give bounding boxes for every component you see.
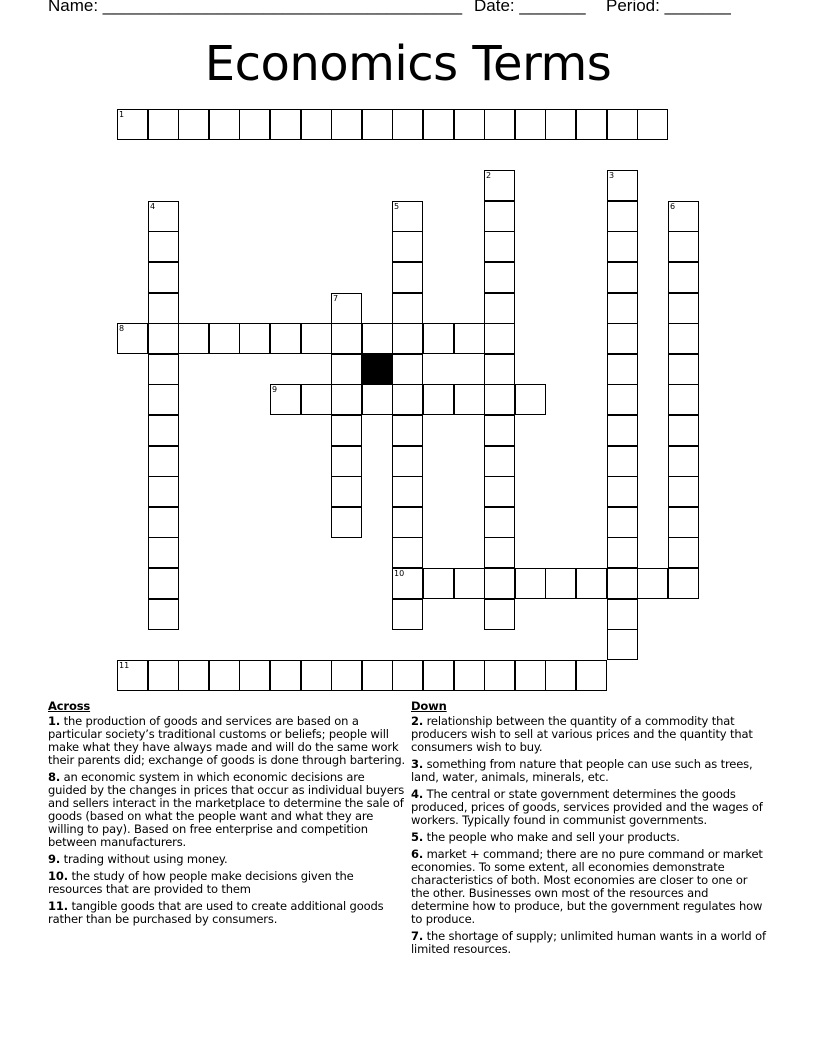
grid-cell[interactable]: [239, 323, 270, 354]
grid-cell[interactable]: [117, 660, 148, 691]
clue-num: 4.: [411, 787, 424, 801]
grid-cell[interactable]: [454, 109, 485, 140]
grid-cell[interactable]: [301, 109, 332, 140]
grid-cell[interactable]: [148, 354, 179, 385]
grid-cell[interactable]: [484, 231, 515, 262]
grid-cell[interactable]: [331, 507, 362, 538]
grid-cell[interactable]: [392, 568, 423, 599]
grid-cell[interactable]: [331, 476, 362, 507]
grid-cell[interactable]: [392, 384, 423, 415]
grid-cell[interactable]: [607, 446, 638, 477]
grid-cell[interactable]: [423, 109, 454, 140]
grid-cell[interactable]: [576, 109, 607, 140]
grid-cell[interactable]: [607, 384, 638, 415]
grid-cell[interactable]: [607, 109, 638, 140]
grid-cell[interactable]: [331, 323, 362, 354]
clue-num: 7.: [411, 929, 424, 943]
grid-cell[interactable]: [239, 109, 270, 140]
clue-number: 7: [333, 294, 339, 303]
grid-cell[interactable]: [484, 568, 515, 599]
grid-cell[interactable]: [484, 323, 515, 354]
grid-cell[interactable]: [607, 629, 638, 660]
down-clue: [411, 758, 769, 784]
grid-cell[interactable]: [331, 354, 362, 385]
grid-cell[interactable]: [331, 109, 362, 140]
grid-cell[interactable]: [668, 537, 699, 568]
grid-cell[interactable]: [209, 660, 240, 691]
grid-cell[interactable]: [484, 384, 515, 415]
grid-cell[interactable]: [148, 415, 179, 446]
grid-cell[interactable]: [392, 537, 423, 568]
grid-cell[interactable]: [484, 507, 515, 538]
grid-cell[interactable]: [545, 660, 576, 691]
grid-cell[interactable]: [148, 109, 179, 140]
across-heading: Across: [48, 699, 91, 713]
grid-cell[interactable]: [607, 354, 638, 385]
grid-cell[interactable]: [392, 446, 423, 477]
grid-cell[interactable]: [607, 568, 638, 599]
grid-cell[interactable]: [423, 660, 454, 691]
grid-cell[interactable]: [607, 507, 638, 538]
clue-number: 9: [272, 385, 278, 394]
clue-text: the production of goods and services are based on a particular society’s traditional customs or beliefs; people will make what they have always made and will do the same work their parents did; exchange of goods is done through bartering.: [48, 714, 406, 767]
grid-cell[interactable]: [392, 231, 423, 262]
grid-cell[interactable]: [301, 660, 332, 691]
grid-cell[interactable]: [484, 354, 515, 385]
date-field[interactable]: Date: _______: [474, 0, 586, 15]
grid-cell[interactable]: [668, 568, 699, 599]
grid-cell[interactable]: [148, 476, 179, 507]
down-clue: [411, 715, 769, 754]
grid-cell[interactable]: [607, 231, 638, 262]
clue-number: 8: [119, 324, 125, 333]
grid-cell[interactable]: [484, 109, 515, 140]
grid-cell[interactable]: [454, 660, 485, 691]
down-heading: Down: [411, 699, 447, 713]
grid-cell[interactable]: [392, 660, 423, 691]
grid-cell[interactable]: [392, 293, 423, 324]
page-title: Economics Terms: [204, 36, 612, 92]
grid-cell[interactable]: [668, 415, 699, 446]
grid-cell[interactable]: [454, 384, 485, 415]
grid-cell[interactable]: [148, 507, 179, 538]
clue-num: 1.: [48, 714, 61, 728]
grid-cell[interactable]: [607, 170, 638, 201]
grid-cell[interactable]: [392, 323, 423, 354]
clue-number: 5: [394, 202, 400, 211]
grid-cell[interactable]: [270, 323, 301, 354]
grid-cell[interactable]: [515, 384, 546, 415]
grid-cell[interactable]: [392, 476, 423, 507]
grid-cell[interactable]: [362, 660, 393, 691]
grid-cell[interactable]: [484, 201, 515, 232]
clue-num: 5.: [411, 830, 424, 844]
grid-cell[interactable]: [178, 660, 209, 691]
grid-cell[interactable]: [148, 293, 179, 324]
grid-cell[interactable]: [392, 415, 423, 446]
clue-number: 4: [150, 202, 156, 211]
grid-cell[interactable]: [668, 507, 699, 538]
grid-cell[interactable]: [239, 660, 270, 691]
grid-cell[interactable]: [178, 109, 209, 140]
clue-number: 11: [119, 661, 130, 670]
grid-cell[interactable]: [423, 568, 454, 599]
grid-cell[interactable]: [331, 415, 362, 446]
grid-cell[interactable]: [270, 660, 301, 691]
grid-cell[interactable]: [423, 323, 454, 354]
across-clue: [48, 900, 406, 926]
grid-cell[interactable]: [148, 660, 179, 691]
clue-number: 2: [486, 171, 492, 180]
grid-cell[interactable]: [668, 384, 699, 415]
grid-cell[interactable]: [362, 323, 393, 354]
grid-cell[interactable]: [484, 446, 515, 477]
clue-number: 3: [609, 171, 615, 180]
across-clue: [48, 771, 406, 849]
clue-num: 11.: [48, 899, 68, 913]
clue-text: market + command; there are no pure command or market economies. To some extent, all economies demonstrate characteristics of both. Most economies are closer to one or the other. Businesses own most of the resources and determine how to produce, but the government regulates how to produce.: [411, 847, 763, 926]
clue-text: trading without using money.: [63, 852, 228, 866]
grid-cell[interactable]: [148, 231, 179, 262]
grid-cell[interactable]: [637, 109, 668, 140]
grid-cell[interactable]: [117, 109, 148, 140]
clue-num: 3.: [411, 757, 424, 771]
grid-cell[interactable]: [392, 354, 423, 385]
grid-cell[interactable]: [148, 262, 179, 293]
grid-cell[interactable]: [331, 660, 362, 691]
grid-cell[interactable]: [148, 568, 179, 599]
grid-cell[interactable]: [607, 537, 638, 568]
grid-cell[interactable]: [607, 323, 638, 354]
name-field[interactable]: Name: ______________________________________: [48, 0, 463, 15]
clue-num: 6.: [411, 847, 424, 861]
grid-cell[interactable]: [668, 323, 699, 354]
grid-cell[interactable]: [576, 660, 607, 691]
grid-cell[interactable]: [607, 599, 638, 630]
grid-cell[interactable]: [209, 323, 240, 354]
grid-cell[interactable]: [545, 109, 576, 140]
grid-cell[interactable]: [392, 201, 423, 232]
clue-number: 1: [119, 110, 125, 119]
grid-cell[interactable]: [392, 599, 423, 630]
clue-number: 6: [670, 202, 676, 211]
grid-cell[interactable]: [484, 599, 515, 630]
grid-cell[interactable]: [484, 476, 515, 507]
grid-cell[interactable]: [148, 599, 179, 630]
clue-num: 10.: [48, 869, 68, 883]
grid-cell[interactable]: [301, 384, 332, 415]
grid-cell[interactable]: [668, 201, 699, 232]
grid-cell[interactable]: [515, 568, 546, 599]
down-clue: [411, 788, 769, 827]
clue-text: the people who make and sell your products.: [426, 830, 680, 844]
grid-cell[interactable]: [331, 384, 362, 415]
across-clue: [48, 715, 406, 767]
clue-text: the shortage of supply; unlimited human wants in a world of limited resources.: [411, 929, 766, 956]
grid-cell[interactable]: [607, 262, 638, 293]
down-clue: [411, 831, 769, 844]
grid-cell[interactable]: [607, 293, 638, 324]
clue-num: 9.: [48, 852, 61, 866]
grid-cell[interactable]: [270, 109, 301, 140]
grid-cell[interactable]: [484, 537, 515, 568]
grid-cell[interactable]: [178, 323, 209, 354]
grid-cell[interactable]: [484, 415, 515, 446]
grid-cell[interactable]: [668, 262, 699, 293]
grid-cell[interactable]: [454, 323, 485, 354]
grid-cell[interactable]: [668, 476, 699, 507]
grid-cell[interactable]: [484, 262, 515, 293]
grid-cell[interactable]: [148, 384, 179, 415]
grid-cell[interactable]: [484, 170, 515, 201]
clue-text: The central or state government determines the goods produced, prices of goods, services provided and the wages of workers. Typically found in communist governments.: [411, 787, 763, 827]
period-field[interactable]: Period: _______: [606, 0, 731, 15]
clue-number: 10: [394, 569, 405, 578]
grid-cell[interactable]: [607, 415, 638, 446]
across-clue: [48, 853, 406, 866]
grid-cell[interactable]: [576, 568, 607, 599]
black-cell: [362, 354, 393, 385]
grid-cell[interactable]: [392, 109, 423, 140]
grid-cell[interactable]: [484, 660, 515, 691]
grid-cell[interactable]: [637, 568, 668, 599]
clues-across: [48, 700, 406, 930]
clue-text: the study of how people make decisions given the resources that are provided to them: [48, 869, 354, 896]
grid-cell[interactable]: [301, 323, 332, 354]
grid-cell[interactable]: [362, 109, 393, 140]
clue-text: something from nature that people can use such as trees, land, water, animals, minerals, etc.: [411, 757, 753, 784]
down-clue: [411, 930, 769, 956]
grid-cell[interactable]: [454, 568, 485, 599]
grid-cell[interactable]: [392, 262, 423, 293]
clue-text: an economic system in which economic decisions are guided by the changes in prices that occur as individual buyers and sellers interact in the marketplace to determine the sale of goods (based on what the people want and what they are willing to pay). Based on free enterprise and competition between manufacturers.: [48, 770, 405, 849]
grid-cell[interactable]: [331, 293, 362, 324]
grid-cell[interactable]: [668, 354, 699, 385]
grid-cell[interactable]: [607, 476, 638, 507]
grid-cell[interactable]: [668, 231, 699, 262]
grid-cell[interactable]: [484, 293, 515, 324]
grid-cell[interactable]: [148, 537, 179, 568]
grid-cell[interactable]: [148, 323, 179, 354]
grid-cell[interactable]: [668, 446, 699, 477]
grid-cell[interactable]: [515, 660, 546, 691]
grid-cell[interactable]: [668, 293, 699, 324]
across-clue: [48, 870, 406, 896]
clue-text: tangible goods that are used to create additional goods rather than be purchased by consumers.: [48, 899, 384, 926]
grid-cell[interactable]: [607, 201, 638, 232]
grid-cell[interactable]: [515, 109, 546, 140]
grid-cell[interactable]: [392, 507, 423, 538]
grid-cell[interactable]: [362, 384, 393, 415]
clue-num: 2.: [411, 714, 424, 728]
grid-cell[interactable]: [148, 201, 179, 232]
grid-cell[interactable]: [545, 568, 576, 599]
grid-cell[interactable]: [423, 384, 454, 415]
clue-text: relationship between the quantity of a commodity that producers wish to sell at various prices and the quantity that consumers wish to buy.: [411, 714, 753, 754]
grid-cell[interactable]: [148, 446, 179, 477]
clue-num: 8.: [48, 770, 61, 784]
down-clue: [411, 848, 769, 926]
grid-cell[interactable]: [117, 323, 148, 354]
grid-cell[interactable]: [331, 446, 362, 477]
grid-cell[interactable]: [270, 384, 301, 415]
clues-down: [411, 700, 769, 960]
grid-cell[interactable]: [209, 109, 240, 140]
